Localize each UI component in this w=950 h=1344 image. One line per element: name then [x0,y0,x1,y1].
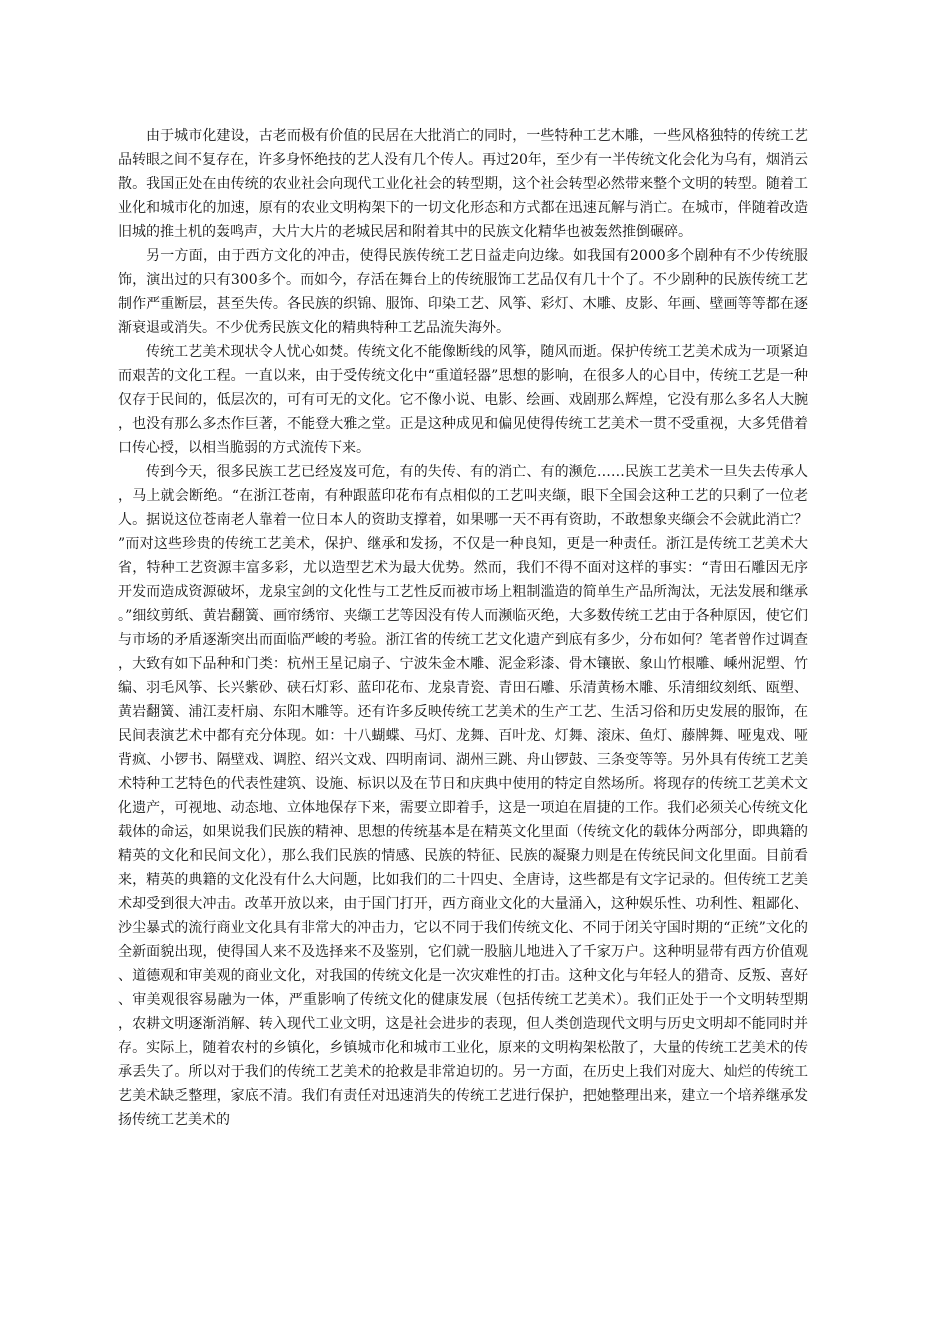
paragraph-endangered-crafts: 传到今天，很多民族工艺已经岌岌可危，有的失传、有的消亡、有的濒危……民族工艺美术一旦失去传承人，马上就会断绝。“在浙江苍南，有种跟蓝印花布有点相似的工艺叫夹缬，眼下全国会这种工艺的只剩了一位老人。据说这位苍南老人靠着一位日本人的资助支撑着，如果哪一天不再有资助，不敢想象夹缬会不会就此消亡？”而对这些珍贵的传统工艺美术，保护、继承和发扬，不仅是一种良知，更是一种责任。浙江是传统工艺美术大省，特种工艺资源丰富多彩，尤以造型艺术为最大优势。然而，我们不得不面对这样的事实：“青田石雕因无序开发而造成资源破坏，龙泉宝剑的文化性与工艺性反而被市场上粗制滥造的简单生产品所淘汰，无法发展和继承。”细纹剪纸、黄岩翻簧、画帘绣帘、夹缬工艺等因没有传人而濒临灭绝，大多数传统工艺由于各种原因，使它们与市场的矛盾逐渐突出而面临严峻的考验。浙江省的传统工艺文化遗产到底有多少，分布如何？笔者曾作过调查，大致有如下品种和门类：杭州王星记扇子、宁波朱金木雕、泥金彩漆、骨木镶嵌、象山竹根雕、嵊州泥塑、竹编、羽毛风筝、长兴紫砂、硖石灯彩、蓝印花布、龙泉青瓷、青田石雕、乐清黄杨木雕、乐清细纹刻纸、瓯塑、黄岩翻簧、浦江麦杆扇、东阳木雕等。还有许多反映传统工艺美术的生产工艺、生活习俗和历史发展的服饰，在民间表演艺术中都有充分体现。如：十八蝴蝶、马灯、龙舞、百叶龙、灯舞、滚床、鱼灯、藤牌舞、哑鬼戏、哑背疯、小锣书、隔壁戏、调腔、绍兴文戏、四明南词、湖州三跳、舟山锣鼓、三条变等等。另外具有传统工艺美术特种工艺特色的代表性建筑、设施、标识以及在节日和庆典中使用的特定自然场所。将现存的传统工艺美术文化遗产，可视地、动态地、立体地保存下来，需要立即着手，这是一项迫在眉捷的工作。我们必须关心传统文化载体的命运，如果说我们民族的精神、思想的传统基本是在精英文化里面（传统文化的载体分两部分，即典籍的精英的文化和民间文化），那么我们民族的情感、民族的特征、民族的凝聚力则是在传统民间文化里面。目前看来，精英的典籍的文化没有什么大问题，比如我们的二十四史、全唐诗，这些都是有文字记录的。但传统工艺美术却受到很大冲击。改革开放以来，由于国门打开，西方商业文化的大量涌入，这种娱乐性、功利性、粗鄙化、沙尘暴式的流行商业文化具有非常大的冲击力，它以不同于我们传统文化、不同于闭关守国时期的“正统”文化的全新面貌出现，使得国人来不及选择来不及鉴别，它们就一股脑儿地进入了千家万户。这种明显带有西方价值观、道德观和审美观的商业文化，对我国的传统文化是一次灾难性的打击。这种文化与年轻人的猎奇、反叛、喜好、审美观很容易融为一体，严重影响了传统文化的健康发展（包括传统工艺美术）。我们正处于一个文明转型期，农耕文明逐渐消解、转入现代工业文明，这是社会进步的表现，但人类创造现代文明与历史文明却不能同时并存。实际上，随着农村的乡镇化，乡镇城市化和城市工业化，原来的文明构架松散了，大量的传统工艺美术的传承丢失了。所以对于我们的传统工艺美术的抢救是非常迫切的。另一方面，在历史上我们对庞大、灿烂的传统工艺美术缺乏整理，家底不清。我们有责任对迅速消失的传统工艺进行保护，把她整理出来，建立一个培养继承发扬传统工艺美术的 [118,464,808,1128]
document-body [118,124,808,1132]
paragraph-western-impact: 另一方面，由于西方文化的冲击，使得民族传统工艺日益走向边缘。如我国有2000多个剧种有不少传统服饰，演出过的只有300多个。而如今，存活在舞台上的传统服饰工艺品仅有几十个了。不少剧种的民族传统工艺制作严重断层，甚至失传。各民族的织锦、服饰、印染工艺、风筝、彩灯、木雕、皮影、年画、壁画等等都在逐渐衰退或消失。不少优秀民族文化的精典特种工艺品流失海外。 [118,248,808,336]
paragraph-urbanization: 由于城市化建设，古老而极有价值的民居在大批消亡的同时，一些特种工艺木雕，一些风格独特的传统工艺品转眼之间不复存在，许多身怀绝技的艺人没有几个传人。再过20年，至少有一半传统文化会化为乌有，烟消云散。我国正处在由传统的农业社会向现代工业化社会的转型期，这个社会转型必然带来整个文明的转型。随着工业化和城市化的加速，原有的农业文明构架下的一切文化形态和方式都在迅速瓦解与消亡。在城市，伴随着改造旧城的推土机的轰鸣声，大片大片的老城民居和附着其中的民族文化精华也被轰然推倒碾碎。 [118,128,808,240]
paragraph-current-state: 传统工艺美术现状令人忧心如焚。传统文化不能像断线的风筝，随风而逝。保护传统工艺美术成为一项紧迫而艰苦的文化工程。一直以来，由于受传统文化中“重道轻器”思想的影响，在很多人的心目中，传统工艺是一种仅存于民间的，低层次的，可有可无的文化。它不像小说、电影、绘画、戏剧那么辉煌，它没有那么多名人大腕，也没有那么多杰作巨著，不能登大雅之堂。正是这种成见和偏见使得传统工艺美术一贯不受重视，大多凭借着口传心授，以相当脆弱的方式流传下来。 [118,344,808,456]
